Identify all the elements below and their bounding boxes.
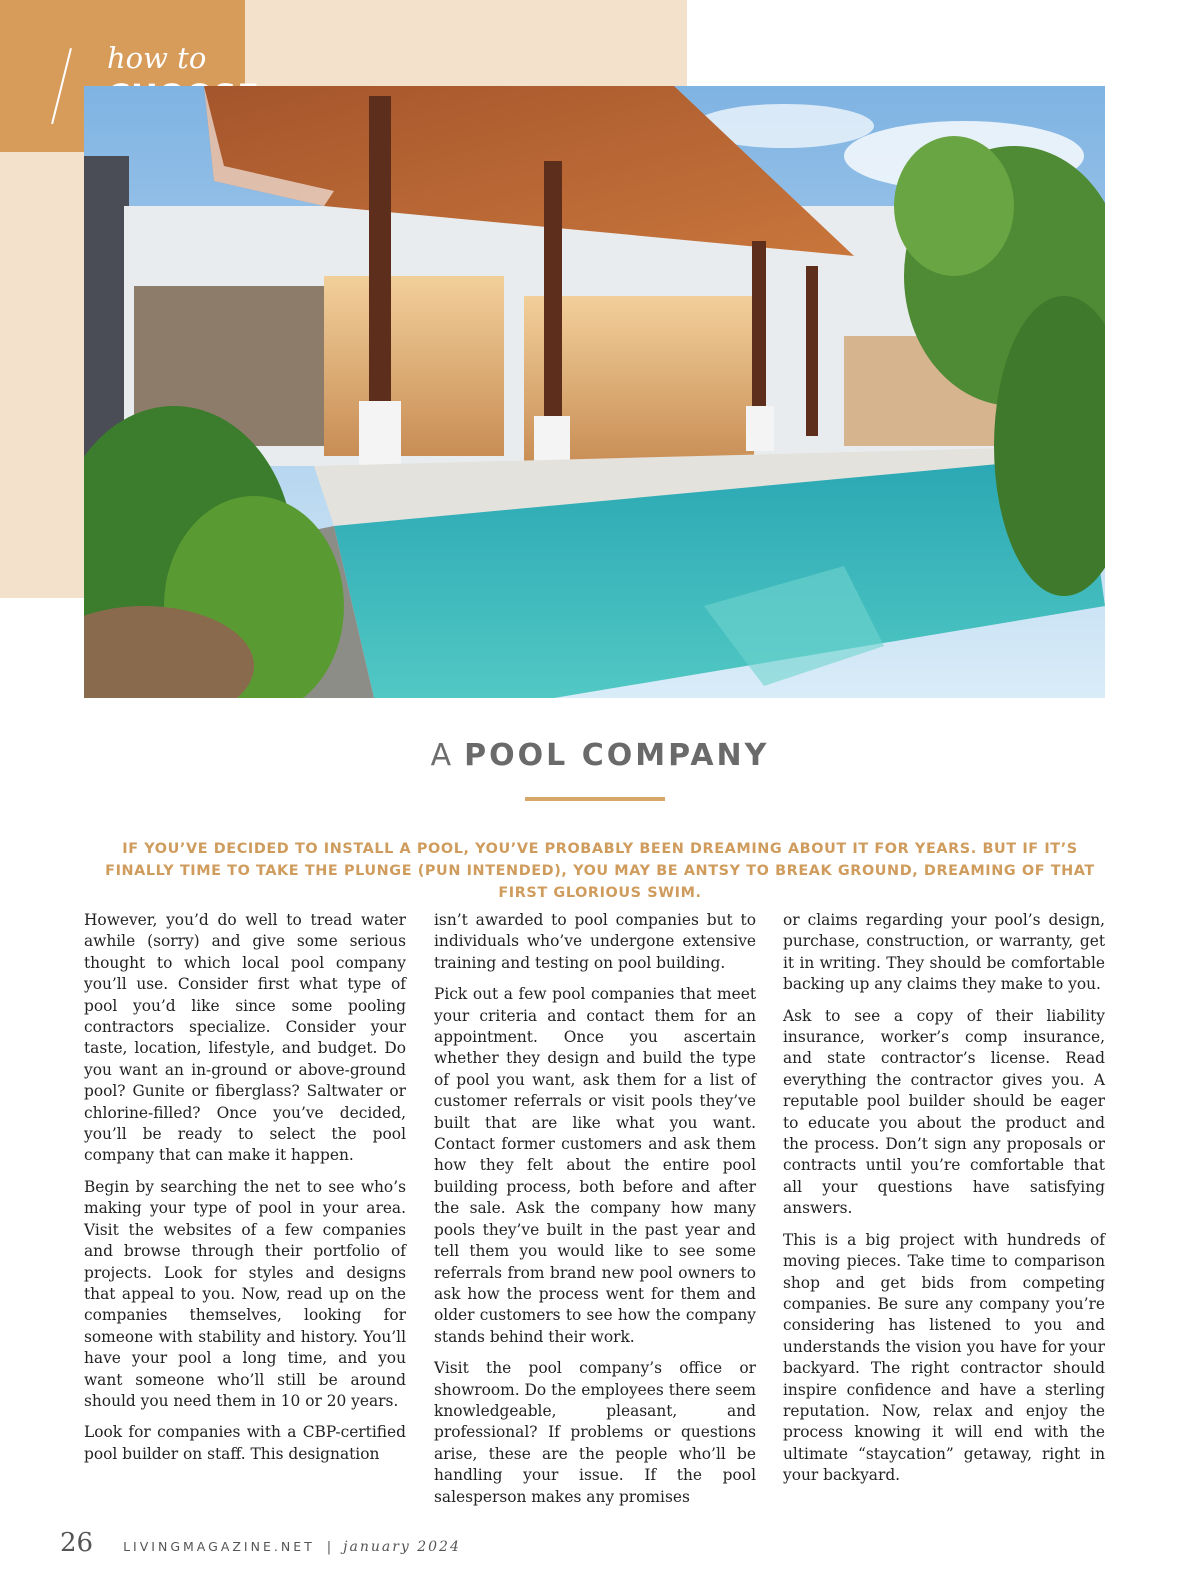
decor-band-left bbox=[0, 152, 84, 598]
body-paragraph: Look for companies with a CBP-certified pool builder on staff. This designation bbox=[84, 1423, 406, 1463]
body-paragraph: Visit the pool company’s office or showroom. Do the employees there seem knowledgeable, pleasant, and professional? If problems or questions arise, these are the people who’ll be handling your issue. If the pool salesperson makes any promises bbox=[434, 1359, 756, 1506]
body-paragraph: Begin by searching the net to see who’s making your type of pool in your area. Visit the websites of a few companies and browse through their portfolio of projects. Look for styles and designs that appeal to you. Now, read up on the companies themselves, looking for someone with stability and history. You’ll have your pool a long time, and you want someone who’ll still be around should you need them in 10 or 20 years. bbox=[84, 1177, 406, 1410]
article-headline bbox=[0, 738, 1200, 773]
headline-prefix: A bbox=[430, 738, 455, 773]
body-column-2 bbox=[434, 910, 756, 1518]
slash-divider bbox=[51, 48, 72, 124]
headline-rule bbox=[525, 797, 665, 801]
body-paragraph: Ask to see a copy of their liability insurance, worker’s comp insurance, and state contractor’s license. Read everything the contractor gives you. A reputable pool builder should be eager to educate you about the product and the process. Don’t sign any proposals or contracts until you’re comfortable that all your questions have satisfying answers. bbox=[783, 1006, 1105, 1218]
article-deck: IF YOU’VE DECIDED TO INSTALL A POOL, YOU’VE PROBABLY BEEN DREAMING ABOUT IT FOR YEARS. BUT IF IT’S FINALLY TIME TO TAKE THE PLUNGE (PUN INTENDED), YOU MAY BE ANTSY TO BREAK GROUND, DREAMING OF THAT FIRST GLORIOUS SWIM. bbox=[105, 841, 1095, 901]
body-paragraph: isn’t awarded to pool companies but to individuals who’ve undergone extensive training and testing on pool building. bbox=[434, 911, 756, 972]
hero-photo-pool-villa-icon bbox=[84, 86, 1105, 698]
hero-image bbox=[84, 86, 1105, 698]
section-kicker: how to bbox=[107, 41, 207, 75]
body-paragraph: This is a big project with hundreds of moving pieces. Take time to comparison shop and get bids from competing companies. Be sure any company you’re considering has listened to you and understands the vision you have for your backyard. The right contractor should inspire confidence and have a sterling reputation. Now, relax and enjoy the process knowing it will end with the ultimate “staycation” getaway, right in your backyard. bbox=[783, 1230, 1105, 1485]
decor-band-top bbox=[245, 0, 687, 86]
body-paragraph: Pick out a few pool companies that meet your criteria and contact them for an appointment. Once you ascertain whether they design and build the type of pool you want, ask them for a list of customer referrals or visit pools they’ve built that are like what you want. Contact former customers and ask them how they felt about the entire pool building process, both before and after the sale. Ask the company how many pools they’ve built in the past year and tell them you would like to see some referrals from brand new pool owners to ask how the process went for them and older customers to see how the company stands behind their work. bbox=[434, 985, 756, 1346]
body-column-3 bbox=[783, 910, 1105, 1497]
headline-main: POOL COMPANY bbox=[464, 738, 770, 773]
page-number: 26 bbox=[60, 1528, 94, 1558]
footer-issue-date: january 2024 bbox=[343, 1539, 461, 1555]
footer-site-link[interactable]: LIVINGMAGAZINE.NET bbox=[123, 1539, 315, 1554]
page-footer bbox=[60, 1528, 461, 1558]
footer-separator: | bbox=[326, 1540, 332, 1555]
body-column-1 bbox=[84, 910, 406, 1475]
body-paragraph: However, you’d do well to tread water awhile (sorry) and give some serious thought to which local pool company you’ll use. Consider first what type of pool you’d like since some pooling contractors specialize. Consider your taste, location, lifestyle, and budget. Do you want an in-ground or above-ground pool? Gunite or fiberglass? Saltwater or chlorine-filled? Once you’ve decided, you’ll be ready to select the pool company that can make it happen. bbox=[84, 911, 406, 1165]
body-paragraph: or claims regarding your pool’s design, purchase, construction, or warranty, get it in writing. They should be comfortable backing up any claims they make to you. bbox=[783, 911, 1105, 994]
